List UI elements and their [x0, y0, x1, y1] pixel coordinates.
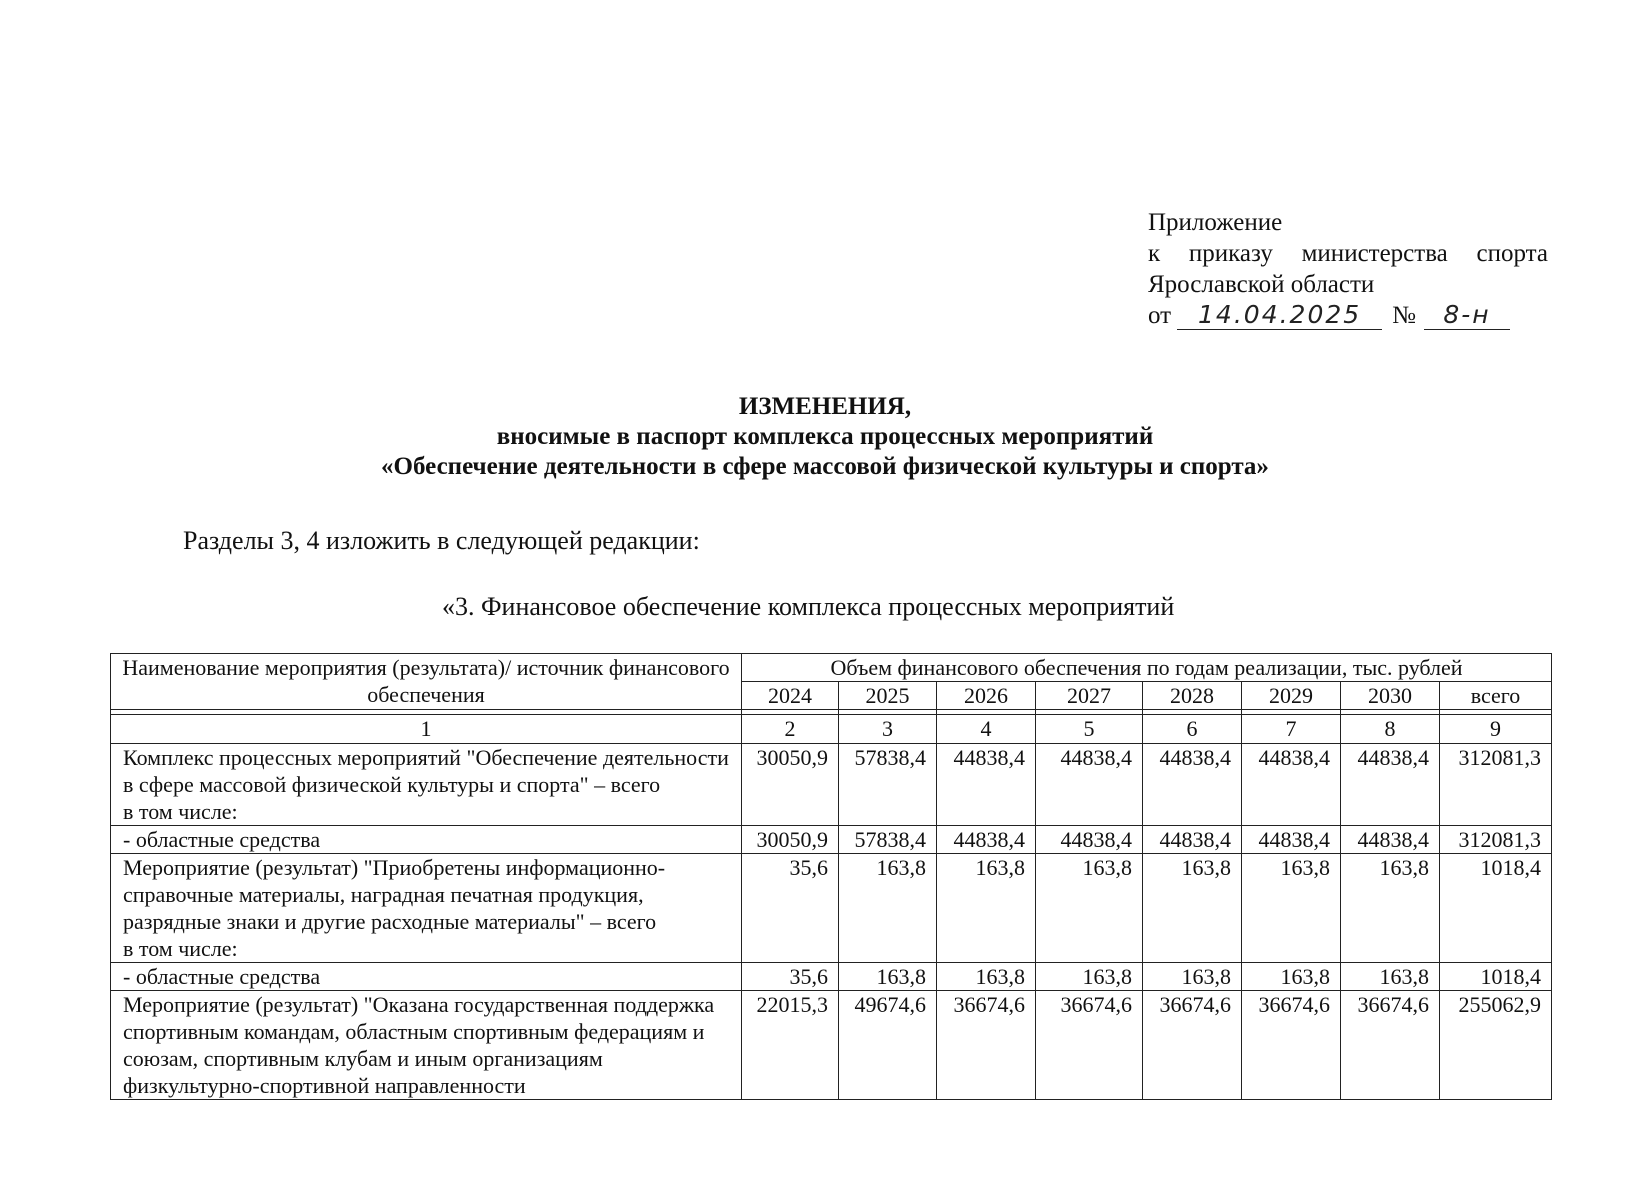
- row-name-cell: Мероприятие (результат) "Оказана государственная поддержка спортивным командам, областным спортивным федерациям и союзам, спортивным клубам и иным организациям физкультурно-спортивной направленности: [111, 991, 742, 1100]
- row-value-cell: 44838,4: [1341, 744, 1440, 826]
- column-number: 3: [839, 715, 937, 744]
- row-value-cell: 44838,4: [1242, 744, 1341, 826]
- row-total-cell: 312081,3: [1440, 744, 1552, 826]
- column-number: 5: [1036, 715, 1143, 744]
- appendix-region: Ярославской области: [1148, 271, 1375, 298]
- appendix-word: приказу: [1188, 240, 1273, 267]
- appendix-order-line: [1148, 238, 1548, 269]
- row-value-cell: 44838,4: [1143, 826, 1242, 854]
- document-title: ИЗМЕНЕНИЯ,: [738, 393, 912, 420]
- row-value-cell: 163,8: [1143, 854, 1242, 963]
- row-total-cell: 312081,3: [1440, 826, 1552, 854]
- row-value-cell: 163,8: [1143, 963, 1242, 991]
- year-cell: 2027: [1036, 682, 1143, 710]
- row-value-cell: 36674,6: [1143, 991, 1242, 1100]
- header-volume-cell: Объем финансового обеспечения по годам реализации, тыс. рублей: [742, 654, 1552, 682]
- year-cell: 2026: [937, 682, 1036, 710]
- row-value-cell: 163,8: [937, 854, 1036, 963]
- year-cell: 2028: [1143, 682, 1242, 710]
- number-sign: №: [1392, 302, 1416, 329]
- document-subtitle-program: «Обеспечение деятельности в сфере массовой физической культуры и спорта»: [381, 453, 1269, 480]
- row-value-cell: 44838,4: [1242, 826, 1341, 854]
- from-label: от: [1148, 302, 1172, 329]
- year-cell: 2024: [742, 682, 839, 710]
- row-value-cell: 49674,6: [839, 991, 937, 1100]
- row-value-cell: 57838,4: [839, 826, 937, 854]
- row-value-cell: 22015,3: [742, 991, 839, 1100]
- row-total-cell: 1018,4: [1440, 854, 1552, 963]
- document-subtitle: вносимые в паспорт комплекса процессных мероприятий: [496, 423, 1154, 450]
- row-value-cell: 44838,4: [937, 744, 1036, 826]
- year-cell: 2029: [1242, 682, 1341, 710]
- row-value-cell: 44838,4: [1341, 826, 1440, 854]
- table-header-row: [111, 654, 1552, 682]
- table-row: [111, 991, 1552, 1100]
- row-value-cell: 35,6: [742, 963, 839, 991]
- row-value-cell: 44838,4: [1036, 826, 1143, 854]
- row-value-cell: 163,8: [839, 963, 937, 991]
- lead-paragraph: Разделы 3, 4 изложить в следующей редакции:: [183, 526, 700, 555]
- column-number: 7: [1242, 715, 1341, 744]
- row-value-cell: 30050,9: [742, 744, 839, 826]
- table-row: [111, 963, 1552, 991]
- row-value-cell: 163,8: [1242, 854, 1341, 963]
- row-value-cell: 44838,4: [937, 826, 1036, 854]
- row-value-cell: 163,8: [1341, 963, 1440, 991]
- section-title: «3. Финансовое обеспечение комплекса процессных мероприятий: [442, 592, 1175, 621]
- row-total-cell: 255062,9: [1440, 991, 1552, 1100]
- row-name-cell: Комплекс процессных мероприятий "Обеспечение деятельности в сфере массовой физической культуры и спорта" – всего в том числе:: [111, 744, 742, 826]
- row-value-cell: 163,8: [1341, 854, 1440, 963]
- row-value-cell: 30050,9: [742, 826, 839, 854]
- table-row: [111, 826, 1552, 854]
- appendix-label: Приложение: [1148, 209, 1283, 236]
- row-value-cell: 36674,6: [1036, 991, 1143, 1100]
- row-value-cell: 36674,6: [937, 991, 1036, 1100]
- appendix-word: министерства: [1301, 240, 1448, 267]
- row-value-cell: 57838,4: [839, 744, 937, 826]
- row-value-cell: 35,6: [742, 854, 839, 963]
- row-value-cell: 163,8: [1242, 963, 1341, 991]
- handwritten-date: 14.04.2025: [1177, 301, 1382, 330]
- row-value-cell: 36674,6: [1242, 991, 1341, 1100]
- row-value-cell: 163,8: [1036, 963, 1143, 991]
- row-value-cell: 44838,4: [1036, 744, 1143, 826]
- column-number: 6: [1143, 715, 1242, 744]
- column-number: 2: [742, 715, 839, 744]
- appendix-word: к: [1148, 240, 1161, 267]
- row-value-cell: 36674,6: [1341, 991, 1440, 1100]
- row-name-cell: - областные средства: [111, 826, 742, 854]
- handwritten-number: 8-н: [1424, 301, 1510, 330]
- column-number: 1: [111, 715, 742, 744]
- row-value-cell: 163,8: [937, 963, 1036, 991]
- row-value-cell: 163,8: [839, 854, 937, 963]
- year-cell: 2030: [1341, 682, 1440, 710]
- financing-table: [110, 653, 1552, 1100]
- row-value-cell: 163,8: [1036, 854, 1143, 963]
- total-header-cell: всего: [1440, 682, 1552, 710]
- year-cell: 2025: [839, 682, 937, 710]
- appendix-block: [1148, 207, 1548, 331]
- column-number-row: [111, 715, 1552, 744]
- row-name-cell: Мероприятие (результат) "Приобретены информационно-справочные материалы, наградная печатная продукция, разрядные знаки и другие расходные материалы" – всего в том числе:: [111, 854, 742, 963]
- column-number: 9: [1440, 715, 1552, 744]
- table-row: [111, 854, 1552, 963]
- column-number: 8: [1341, 715, 1440, 744]
- appendix-word: спорта: [1476, 240, 1548, 267]
- row-name-cell: - областные средства: [111, 963, 742, 991]
- row-total-cell: 1018,4: [1440, 963, 1552, 991]
- document-title-block: [0, 392, 1650, 482]
- table-row: [111, 744, 1552, 826]
- header-name-cell: Наименование мероприятия (результата)/ источник финансового обеспечения: [111, 654, 742, 710]
- appendix-date-number-line: [1148, 300, 1548, 331]
- row-value-cell: 44838,4: [1143, 744, 1242, 826]
- column-number: 4: [937, 715, 1036, 744]
